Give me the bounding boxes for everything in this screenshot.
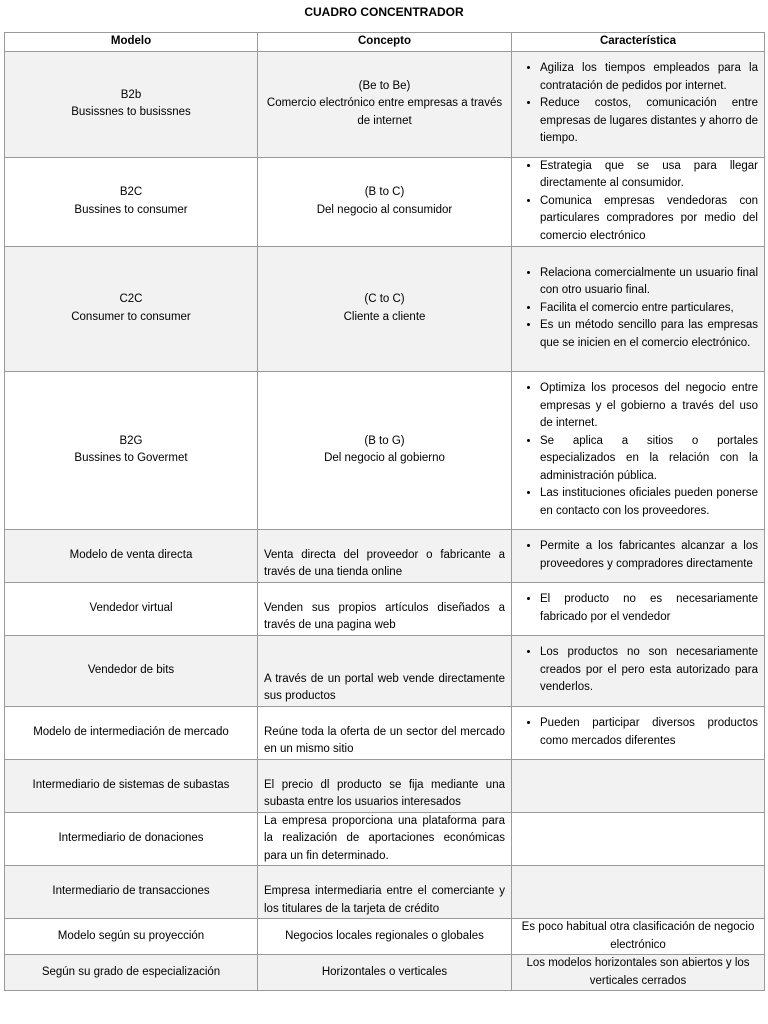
concepto-text: (B to C) — [364, 186, 405, 198]
table-row — [5, 635, 765, 706]
cell-modelo — [5, 635, 258, 706]
modelo-code: Intermediario de sistemas de subastas — [32, 778, 230, 791]
cell-concepto — [258, 246, 512, 371]
concentrator-table — [4, 32, 765, 991]
table-row — [5, 706, 765, 759]
concepto-text: Cliente a cliente — [343, 310, 426, 323]
feature-item: • Facilita el comercio entre particulares, — [540, 300, 758, 318]
feature-list — [518, 644, 758, 697]
concepto-text: (C to C) — [364, 293, 405, 305]
cell-caracteristica — [512, 866, 765, 919]
concepto-text: Empresa intermediaria entre el comerciante y los titulares de la tarjeta de crédito — [264, 885, 505, 915]
modelo-code: Modelo según su proyección — [57, 929, 205, 942]
concepto-text: Venta directa del proveedor o fabricante a través de una tienda online — [264, 548, 505, 578]
concepto-text: La empresa proporciona una plataforma para la realización de aportaciones económicas para un fin determinado. — [264, 814, 505, 862]
feature-item: • Agiliza los tiempos empleados para la contratación de pedidos por internet. — [540, 60, 758, 95]
cell-caracteristica — [512, 759, 765, 812]
cell-caracteristica — [512, 157, 765, 246]
cell-caracteristica — [512, 706, 765, 759]
modelo-code: Vendedor virtual — [89, 601, 173, 614]
cell-caracteristica — [512, 371, 765, 529]
header-caracteristica: Característica — [512, 33, 765, 52]
cell-concepto — [258, 812, 512, 866]
cell-concepto — [258, 582, 512, 635]
table-row — [5, 582, 765, 635]
table-row — [5, 51, 765, 157]
table-row — [5, 866, 765, 919]
cell-caracteristica — [512, 919, 765, 955]
cell-concepto — [258, 51, 512, 157]
modelo-name: Busissnes to busissnes — [71, 106, 191, 118]
concepto-text: El precio dl producto se fija mediante una subasta entre los usuarios interesados — [264, 778, 505, 808]
cell-caracteristica — [512, 246, 765, 371]
cell-concepto — [258, 955, 512, 991]
feature-list — [518, 60, 758, 148]
concepto-text: (B to G) — [364, 434, 405, 447]
concepto-text: Reúne toda la oferta de un sector del mercado en un mismo sitio — [264, 725, 505, 755]
cell-modelo — [5, 706, 258, 759]
feature-list — [518, 158, 758, 246]
cell-caracteristica — [512, 529, 765, 582]
cell-modelo — [5, 529, 258, 582]
table-row — [5, 246, 765, 371]
modelo-name: Bussines to consumer — [74, 203, 188, 216]
table-row — [5, 919, 765, 955]
modelo-code: B2C — [119, 186, 143, 198]
concepto-text: Venden sus propios artículos diseñados a través de una pagina web — [264, 601, 505, 631]
feature-list — [518, 591, 758, 626]
cell-concepto — [258, 759, 512, 812]
cell-concepto — [258, 635, 512, 706]
table-header-row — [5, 33, 765, 52]
cell-modelo — [5, 919, 258, 955]
caracteristica-text: Es poco habitual otra clasificación de negocio electrónico — [521, 921, 755, 951]
cell-modelo — [5, 157, 258, 246]
cell-concepto — [258, 706, 512, 759]
cell-modelo — [5, 51, 258, 157]
table-row — [5, 955, 765, 991]
feature-item: • Relaciona comercialmente un usuario final con otro usuario final. — [540, 265, 758, 300]
modelo-code: C2C — [119, 293, 143, 305]
cell-modelo — [5, 955, 258, 991]
table-row — [5, 157, 765, 246]
cell-modelo — [5, 582, 258, 635]
modelo-code: Vendedor de bits — [87, 663, 175, 676]
concepto-text: Del negocio al consumidor — [316, 203, 453, 216]
concepto-text: Del negocio al gobierno — [324, 452, 445, 464]
table-row — [5, 371, 765, 529]
modelo-code: Modelo de intermediación de mercado — [33, 725, 229, 738]
feature-item: • Estrategia que se usa para llegar directamente al consumidor. — [540, 158, 758, 193]
feature-list — [518, 265, 758, 353]
cell-modelo — [5, 246, 258, 371]
feature-item: • Los productos no son necesariamente creados por el pero esta autorizado para venderlos. — [540, 644, 758, 697]
concepto-text: A través de un portal web vende directamente sus productos — [264, 672, 505, 702]
concepto-text: Horizontales o verticales — [321, 965, 448, 978]
feature-item: • Optimiza los procesos del negocio entre empresas y el gobierno a través del uso de internet. — [540, 380, 758, 433]
feature-item: • El producto no es necesariamente fabricado por el vendedor — [540, 591, 758, 626]
feature-list — [518, 715, 758, 750]
concepto-text: (Be to Be) — [358, 79, 411, 92]
cell-caracteristica — [512, 635, 765, 706]
cell-concepto — [258, 157, 512, 246]
modelo-code: Según su grado de especialización — [41, 965, 221, 978]
modelo-name: Bussines to Govermet — [74, 452, 188, 464]
concepto-text: Negocios locales regionales o globales — [285, 929, 484, 942]
table-body — [5, 51, 765, 991]
feature-item: • Permite a los fabricantes alcanzar a los proveedores y compradores directamente — [540, 538, 758, 573]
feature-list — [518, 538, 758, 573]
header-modelo: Modelo — [5, 33, 258, 52]
cell-modelo — [5, 812, 258, 866]
concepto-text: Comercio electrónico entre empresas a través de internet — [266, 97, 503, 127]
table-row — [5, 812, 765, 866]
modelo-code: Modelo de venta directa — [69, 548, 193, 561]
cell-caracteristica — [512, 812, 765, 866]
modelo-code: Intermediario de transacciones — [52, 885, 210, 898]
cell-concepto — [258, 371, 512, 529]
cell-concepto — [258, 919, 512, 955]
cell-caracteristica — [512, 955, 765, 991]
header-concepto: Concepto — [258, 33, 512, 52]
table-row — [5, 759, 765, 812]
cell-modelo — [5, 759, 258, 812]
cell-caracteristica — [512, 51, 765, 157]
table-row — [5, 529, 765, 582]
cell-concepto — [258, 529, 512, 582]
feature-item: • Comunica empresas vendedoras con particulares compradores por medio del comercio electrónico — [540, 193, 758, 246]
feature-list — [518, 380, 758, 520]
feature-item: • Reduce costos, comunicación entre empresas de lugares distantes y ahorro de tiempo. — [540, 95, 758, 148]
document-title: CUADRO CONCENTRADOR — [304, 5, 464, 19]
caracteristica-text: Los modelos horizontales son abiertos y los verticales cerrados — [526, 957, 750, 987]
feature-item: • Las instituciones oficiales pueden ponerse en contacto con los proveedores. — [540, 485, 758, 520]
modelo-code: Intermediario de donaciones — [58, 832, 204, 844]
modelo-name: Consumer to consumer — [71, 310, 191, 323]
cell-caracteristica — [512, 582, 765, 635]
modelo-code: B2G — [119, 434, 143, 447]
modelo-code: B2b — [120, 88, 142, 101]
cell-modelo — [5, 371, 258, 529]
feature-item: • Se aplica a sitios o portales especializados en la relación con la administración pública. — [540, 433, 758, 486]
feature-item: • Es un método sencillo para las empresas que se inicien en el comercio electrónico. — [540, 317, 758, 352]
cell-modelo — [5, 866, 258, 919]
feature-item: • Pueden participar diversos productos como mercados diferentes — [540, 715, 758, 750]
cell-concepto — [258, 866, 512, 919]
